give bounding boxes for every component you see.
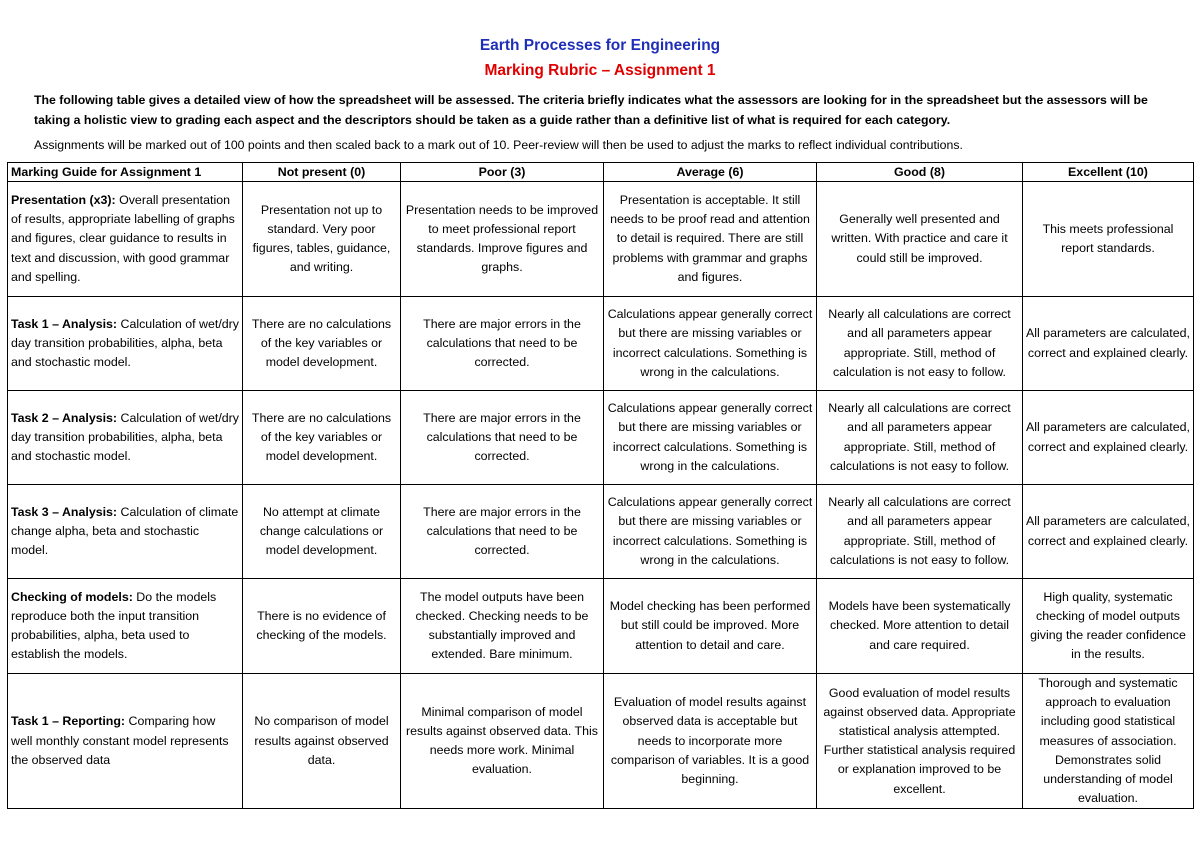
descriptor-cell: Calculations appear generally correct but there are missing variables or incorrect calculations. Something is wrong in the calculations.	[604, 485, 817, 579]
table-row	[8, 182, 1194, 297]
criterion-title: Task 1 – Reporting:	[11, 714, 126, 729]
criterion-text: Calculation of wet/dry day transition probabilities, alpha, beta and stochastic model.	[11, 316, 239, 370]
descriptor-cell: This meets professional report standards.	[1023, 182, 1194, 297]
column-header: Excellent (10)	[1023, 163, 1194, 182]
criterion-text: Overall presentation of results, appropriate labelling of graphs and figures, clear guidance to results in text and discussion, with good grammar and spelling.	[11, 192, 235, 284]
criterion-cell	[8, 182, 243, 297]
document-subtitle: Marking Rubric – Assignment 1	[484, 62, 716, 79]
column-header: Good (8)	[817, 163, 1023, 182]
descriptor-cell: Presentation needs to be improved to meet professional report standards. Improve figures and graphs.	[401, 182, 604, 297]
descriptor-cell: There are major errors in the calculations that need to be corrected.	[401, 391, 604, 485]
criterion-text: Comparing how well monthly constant model represents the observed data	[11, 714, 229, 767]
table-row	[8, 674, 1194, 809]
column-header: Not present (0)	[243, 163, 401, 182]
descriptor-cell: There are major errors in the calculations that need to be corrected.	[401, 485, 604, 579]
descriptor-cell: There are no calculations of the key variables or model development.	[243, 391, 401, 485]
criterion-text: Calculation of wet/dry day transition probabilities, alpha, beta and stochastic model.	[11, 410, 239, 464]
table-row	[8, 579, 1194, 674]
column-header: Poor (3)	[401, 163, 604, 182]
criterion-title: Task 1 – Analysis:	[11, 316, 118, 331]
descriptor-cell: Thorough and systematic approach to evaluation including good statistical measures of association. Demonstrates solid understanding of model evaluation.	[1023, 674, 1194, 809]
descriptor-cell: All parameters are calculated, correct and explained clearly.	[1023, 391, 1194, 485]
column-header: Average (6)	[604, 163, 817, 182]
descriptor-cell: There are major errors in the calculations that need to be corrected.	[401, 297, 604, 391]
descriptor-cell: Minimal comparison of model results against observed data. This needs more work. Minimal evaluation.	[401, 674, 604, 809]
table-header-row	[8, 163, 1194, 182]
criterion-cell	[8, 485, 243, 579]
document-title: Earth Processes for Engineering	[479, 37, 721, 54]
descriptor-cell: Good evaluation of model results against observed data. Appropriate statistical analysis attempted. Further statistical analysis required or explanation improved to be excellent.	[817, 674, 1023, 809]
descriptor-cell: Models have been systematically checked. More attention to detail and care required.	[817, 579, 1023, 674]
descriptor-cell: There is no evidence of checking of the models.	[243, 579, 401, 674]
descriptor-cell: Presentation is acceptable. It still needs to be proof read and attention to detail is required. There are still problems with grammar and graphs and figures.	[604, 182, 817, 297]
descriptor-cell: There are no calculations of the key variables or model development.	[243, 297, 401, 391]
column-header: Marking Guide for Assignment 1	[8, 163, 243, 182]
descriptor-cell: All parameters are calculated, correct and explained clearly.	[1023, 485, 1194, 579]
table-row	[8, 297, 1194, 391]
criterion-title: Task 3 – Analysis:	[11, 504, 118, 519]
descriptor-cell: Evaluation of model results against observed data is acceptable but needs to incorporate more comparison of variables. It is a good beginning.	[604, 674, 817, 809]
criterion-text: Calculation of climate change alpha, beta and stochastic model.	[11, 504, 239, 558]
descriptor-cell: No comparison of model results against observed data.	[243, 674, 401, 809]
descriptor-cell: Model checking has been performed but still could be improved. More attention to detail and care.	[604, 579, 817, 674]
table-row	[8, 391, 1194, 485]
criterion-text: Do the models reproduce both the input transition probabilities, alpha, beta used to establish the models.	[11, 589, 217, 662]
descriptor-cell: Generally well presented and written. With practice and care it could still be improved.	[817, 182, 1023, 297]
criterion-title: Task 2 – Analysis:	[11, 410, 118, 425]
table-row	[8, 485, 1194, 579]
descriptor-cell: Calculations appear generally correct but there are missing variables or incorrect calculations. Something is wrong in the calculations.	[604, 297, 817, 391]
descriptor-cell: No attempt at climate change calculations or model development.	[243, 485, 401, 579]
descriptor-cell: Nearly all calculations are correct and all parameters appear appropriate. Still, method of calculation is not easy to follow.	[817, 297, 1023, 391]
criterion-cell	[8, 391, 243, 485]
intro-paragraph: The following table gives a detailed view of how the spreadsheet will be assessed. The criteria briefly indicates what the assessors are looking for in the spreadsheet but the assessors will be taking a holistic view to grading each aspect and the descriptors should be taken as a guide rather than a definitive list of what is required for each category.	[34, 93, 1148, 127]
criterion-cell	[8, 674, 243, 809]
marking-note: Assignments will be marked out of 100 points and then scaled back to a mark out of 10. Peer-review will then be used to adjust the marks to reflect individual contributions.	[34, 138, 963, 152]
criterion-cell	[8, 297, 243, 391]
descriptor-cell: High quality, systematic checking of model outputs giving the reader confidence in the results.	[1023, 579, 1194, 674]
criterion-cell	[8, 579, 243, 674]
descriptor-cell: Presentation not up to standard. Very poor figures, tables, guidance, and writing.	[243, 182, 401, 297]
descriptor-cell: Calculations appear generally correct but there are missing variables or incorrect calculations. Something is wrong in the calculations.	[604, 391, 817, 485]
descriptor-cell: All parameters are calculated, correct and explained clearly.	[1023, 297, 1194, 391]
rubric-table	[7, 162, 1194, 809]
descriptor-cell: The model outputs have been checked. Checking needs to be substantially improved and extended. Bare minimum.	[401, 579, 604, 674]
descriptor-cell: Nearly all calculations are correct and all parameters appear appropriate. Still, method of calculations is not easy to follow.	[817, 485, 1023, 579]
criterion-title: Checking of models:	[11, 589, 133, 604]
descriptor-cell: Nearly all calculations are correct and all parameters appear appropriate. Still, method of calculations is not easy to follow.	[817, 391, 1023, 485]
criterion-title: Presentation (x3):	[11, 192, 116, 207]
